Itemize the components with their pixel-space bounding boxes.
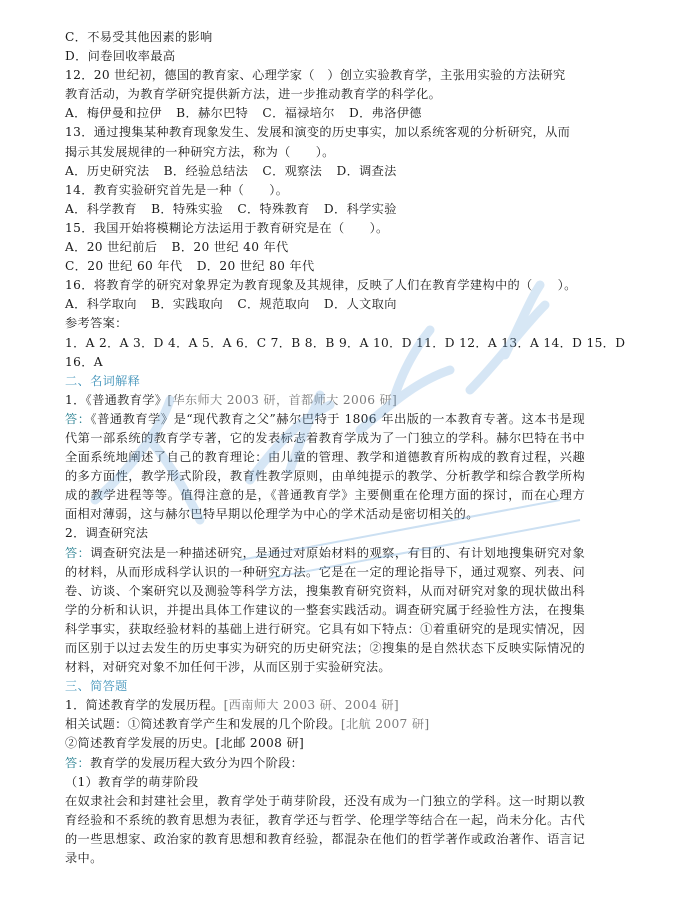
q12-option-d: D．弗洛伊德 bbox=[349, 106, 422, 121]
sa-q1-source: [西南师大 2003 研、2004 研] bbox=[223, 698, 400, 713]
q12-option-b: B．赫尔巴特 bbox=[176, 106, 249, 121]
q12-stem-line2: 教育活动，为教育学研究提供新方法，进一步推动教育学的科学化。 bbox=[65, 87, 442, 102]
q15-option-b: B．20 世纪 40 年代 bbox=[171, 240, 289, 255]
q15-option-a: A．20 世纪前后 bbox=[65, 240, 158, 255]
q13-option-a: A．历史研究法 bbox=[65, 163, 150, 178]
term1-source: [华东师大 2003 研，首都师大 2006 研] bbox=[167, 392, 398, 407]
sa-q1-answer-intro-text: 教育学的发展历程大致分为四个阶段： bbox=[90, 755, 304, 770]
q13-stem-line1: 13．通过搜集某种教育现象发生、发展和演变的历史事实，加以系统客观的分析研究，从而 bbox=[65, 125, 571, 140]
answer-key-line2: 16．A bbox=[65, 354, 103, 369]
sa-q1-related-label: 相关试题： bbox=[65, 717, 128, 732]
q12-stem-line1: 12．20 世纪初，德国的教育家、心理学家（ ）创立实验教育学，主张用实验的方法研究 bbox=[65, 68, 566, 83]
q12-option-a: A．梅伊曼和拉伊 bbox=[65, 106, 162, 121]
q14-option-a: A．科学教育 bbox=[65, 201, 137, 216]
q16-option-b: B．实践取向 bbox=[151, 297, 224, 312]
term1-answer-body: 《普通教育学》是“现代教育之父”赫尔巴特于 1806 年出版的一本教育专著。这本书是现代第一部系统的教育学专著，它的发表标志着教育学成为了一门独立的学科。赫尔巴特在书中全面系统地阐述了自己的教育理论：由儿童的管理、教学和道德教育所构成的教育过程，兴趣的多方面性，教学形式阶段，教育性教学原则，由单纯提示的教学、分析教学和综合教学所构成的教学进程等等。值得注意的是，《普通教育学》主要侧重在伦理方面的探讨，而在心理方面相对薄弱，这与赫尔巴特早期以伦理学为中心的学术活动是密切相关的。 bbox=[65, 411, 585, 522]
q12-options bbox=[65, 104, 585, 123]
term1-title-text: 1．《普通教育学》 bbox=[65, 392, 168, 407]
q13-option-b: B．经验总结法 bbox=[163, 163, 249, 178]
term2-answer bbox=[65, 544, 585, 678]
term1-answer-label: 答： bbox=[65, 411, 91, 426]
document-page bbox=[65, 28, 626, 868]
q15-options-row2 bbox=[65, 257, 585, 276]
term2-answer-label: 答： bbox=[65, 545, 91, 560]
sa-q1-related1-text: ①简述教育学产生和发展的几个阶段。 bbox=[127, 717, 341, 732]
term2-title: 2．调查研究法 bbox=[65, 526, 149, 541]
term1-answer bbox=[65, 410, 585, 525]
q15-option-d: D．20 世纪 80 年代 bbox=[196, 259, 315, 274]
prev-option-d: D．问卷回收率最高 bbox=[65, 49, 176, 64]
sa-q1-answer-label: 答： bbox=[65, 755, 91, 770]
q14-option-b: B．特殊实验 bbox=[151, 201, 224, 216]
q13-option-d: D．调查法 bbox=[336, 163, 397, 178]
q13-stem-line2: 揭示其发展规律的一种研究方法，称为（ ）。 bbox=[65, 144, 335, 159]
sa-q1-related1-source: [北航 2007 研] bbox=[340, 717, 430, 732]
q13-options bbox=[65, 162, 585, 181]
answer-key-line1: 1．A 2．A 3．D 4．A 5．A 6．C 7．B 8．B 9．A 10．D 11．D 12．A 13．A 14．D 15．D bbox=[65, 335, 626, 350]
section-heading-definitions: 二、名词解释 bbox=[65, 373, 141, 388]
q14-option-c: C．特殊教育 bbox=[237, 201, 310, 216]
prev-option-c: C．不易受其他因素的影响 bbox=[65, 30, 213, 44]
section-heading-short-answer: 三、简答题 bbox=[65, 679, 128, 694]
q16-option-a: A．科学取向 bbox=[65, 297, 137, 312]
q13-option-c: C．观察法 bbox=[262, 163, 323, 178]
q16-option-c: C．规范取向 bbox=[237, 297, 310, 312]
q15-stem: 15．我国开始将模糊论方法运用于教育研究是在（ ）。 bbox=[65, 220, 389, 235]
q16-stem: 16．将教育学的研究对象界定为教育现象及其规律，反映了人们在教育学建构中的（ ）。 bbox=[65, 278, 577, 293]
answer-key-label: 参考答案： bbox=[65, 316, 128, 331]
q14-option-d: D．科学实验 bbox=[323, 201, 397, 216]
sa-q1-related1 bbox=[65, 715, 585, 734]
sa-q1-related2: ②简述教育学发展的历史。[北邮 2008 研] bbox=[65, 736, 305, 751]
q14-options bbox=[65, 200, 585, 219]
sa-q1-stage1-title: （1）教育学的萌芽阶段 bbox=[65, 774, 199, 789]
term2-answer-body: 调查研究法是一种描述研究，是通过对原始材料的观察，有目的、有计划地搜集研究对象的材料，从而形成科学认识的一种研究方法。它是在一定的理论指导下，通过观察、列表、问卷、访谈、个案研究以及测验等科学方法，搜集教育研究资料，从而对研究对象的现状做出科学的分析和认识，并提出具体工作建议的一整套实践活动。调查研究属于经验性方法，在搜集科学事实，获取经验材料的基础上进行研究。它具有如下特点：①着重研究的是现实情况，因而区别于以过去发生的历史事实为研究的历史研究法；②搜集的是自然状态下反映实际情况的材料，对研究对象不加任何干涉，从而区别于实验研究法。 bbox=[65, 545, 585, 675]
q16-option-d: D．人文取向 bbox=[323, 297, 397, 312]
sa-q1-stage1-body: 在奴隶社会和封建社会里，教育学处于萌芽阶段，还没有成为一门独立的学科。这一时期以教育经验和不系统的教育思想为表征，教育学还与哲学、伦理学等结合在一起，尚未分化。古代的一些思想家、政治家的教育思想和教育经验，都混杂在他们的哲学著作或政治著作、语言记录中。 bbox=[65, 793, 585, 866]
q16-options bbox=[65, 295, 585, 314]
sa-q1-title-text: 1．简述教育学的发展历程。 bbox=[65, 698, 224, 713]
term1-title bbox=[65, 391, 585, 410]
q15-option-c: C．20 世纪 60 年代 bbox=[65, 259, 183, 274]
q12-option-c: C．福禄培尔 bbox=[262, 106, 335, 121]
q14-stem: 14．教育实验研究首先是一种（ ）。 bbox=[65, 182, 289, 197]
sa-q1-title bbox=[65, 696, 585, 715]
sa-q1-answer-intro bbox=[65, 754, 585, 773]
q15-options-row1 bbox=[65, 238, 585, 257]
